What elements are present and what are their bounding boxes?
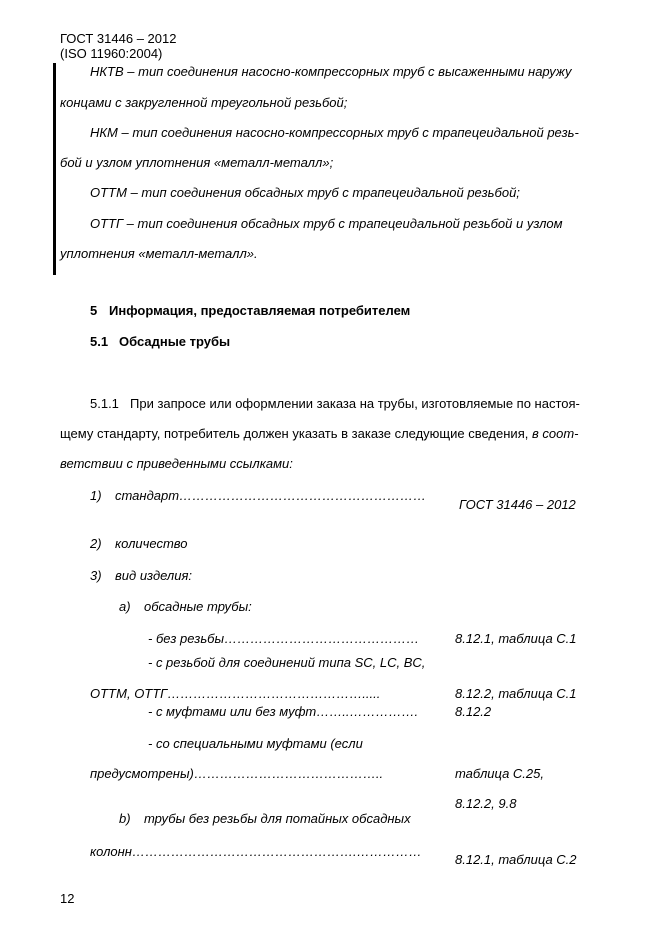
item-a1-text: - без резьбы………………………………………: [148, 631, 420, 646]
para-line1: При запросе или оформлении заказа на трубы, изготовляемые по настоя-: [130, 396, 580, 411]
def-ottg-line1: ОТТГ – тип соединения обсадных труб с трапецеидальной резьбой и узлом: [90, 216, 563, 231]
item-1-label: 1): [90, 488, 102, 503]
header-standard: ГОСТ 31446 – 2012: [60, 31, 177, 46]
item-1-text: стандарт…………………………………………………: [115, 488, 427, 503]
item-b-label: b): [119, 811, 131, 826]
section-number: 5: [90, 303, 98, 318]
item-a1-ref: 8.12.1, таблица С.1: [455, 631, 577, 646]
para-line2-regular: щему стандарту, потребитель должен указать в заказе следующие сведения,: [60, 426, 532, 441]
para-line2-italic: в соот-: [531, 426, 579, 441]
def-nkm-line1: НКМ – тип соединения насосно-компрессорных труб с трапецеидальной резь-: [90, 125, 579, 140]
revision-bar: [53, 63, 56, 275]
def-nktv-line2: концами с закругленной треугольной резьбой;: [60, 95, 348, 110]
item-a2-line1: - с резьбой для соединений типа SC, LC, BC,: [148, 655, 426, 670]
item-a4-line1: - со специальными муфтами (если: [148, 736, 363, 751]
subsection-title: Обсадные трубы: [119, 334, 231, 349]
item-a3-text: - с муфтами или без муфт……..…………….: [148, 704, 419, 719]
para-number: 5.1.1: [90, 396, 119, 411]
item-a4-ref1: таблица С.25,: [455, 766, 544, 781]
item-b-line1: трубы без резьбы для потайных обсадных: [144, 811, 411, 826]
page-number: 12: [60, 891, 75, 906]
para-line2: [60, 426, 578, 442]
subsection-number: 5.1: [90, 334, 109, 349]
item-2-label: 2): [90, 536, 102, 551]
def-ottm-line1: ОТТМ – тип соединения обсадных труб с трапецеидальной резьбой;: [90, 185, 520, 200]
item-3-text: вид изделия:: [115, 568, 193, 583]
item-a-text: обсадные трубы:: [144, 599, 252, 614]
para-line3: ветствии с приведенными ссылками:: [60, 456, 293, 471]
item-a2-line2: ОТТМ, ОТТГ……………………………………….....: [90, 686, 381, 701]
item-a2-ref: 8.12.2, таблица С.1: [455, 686, 577, 701]
section-title: Информация, предоставляемая потребителем: [109, 303, 411, 318]
def-nkm-line2: бой и узлом уплотнения «металл-металл»;: [60, 155, 334, 170]
item-2-text: количество: [115, 536, 188, 551]
def-nktv-line1: НКТВ – тип соединения насосно-компрессорных труб с высаженными наружу: [90, 64, 572, 79]
item-a3-ref: 8.12.2: [455, 704, 492, 719]
item-1-ref: ГОСТ 31446 – 2012: [459, 497, 576, 512]
item-b-ref: 8.12.1, таблица С.2: [455, 852, 577, 867]
item-a-label: a): [119, 599, 131, 614]
item-a4-line2: предусмотрены)……………………………………..: [90, 766, 384, 781]
item-b-line2: колонн…………………………………………….……………: [90, 844, 422, 859]
def-ottg-line2: уплотнения «металл-металл».: [60, 246, 258, 261]
item-3-label: 3): [90, 568, 102, 583]
item-a4-ref2: 8.12.2, 9.8: [455, 796, 517, 811]
header-iso: (ISO 11960:2004): [60, 46, 163, 61]
